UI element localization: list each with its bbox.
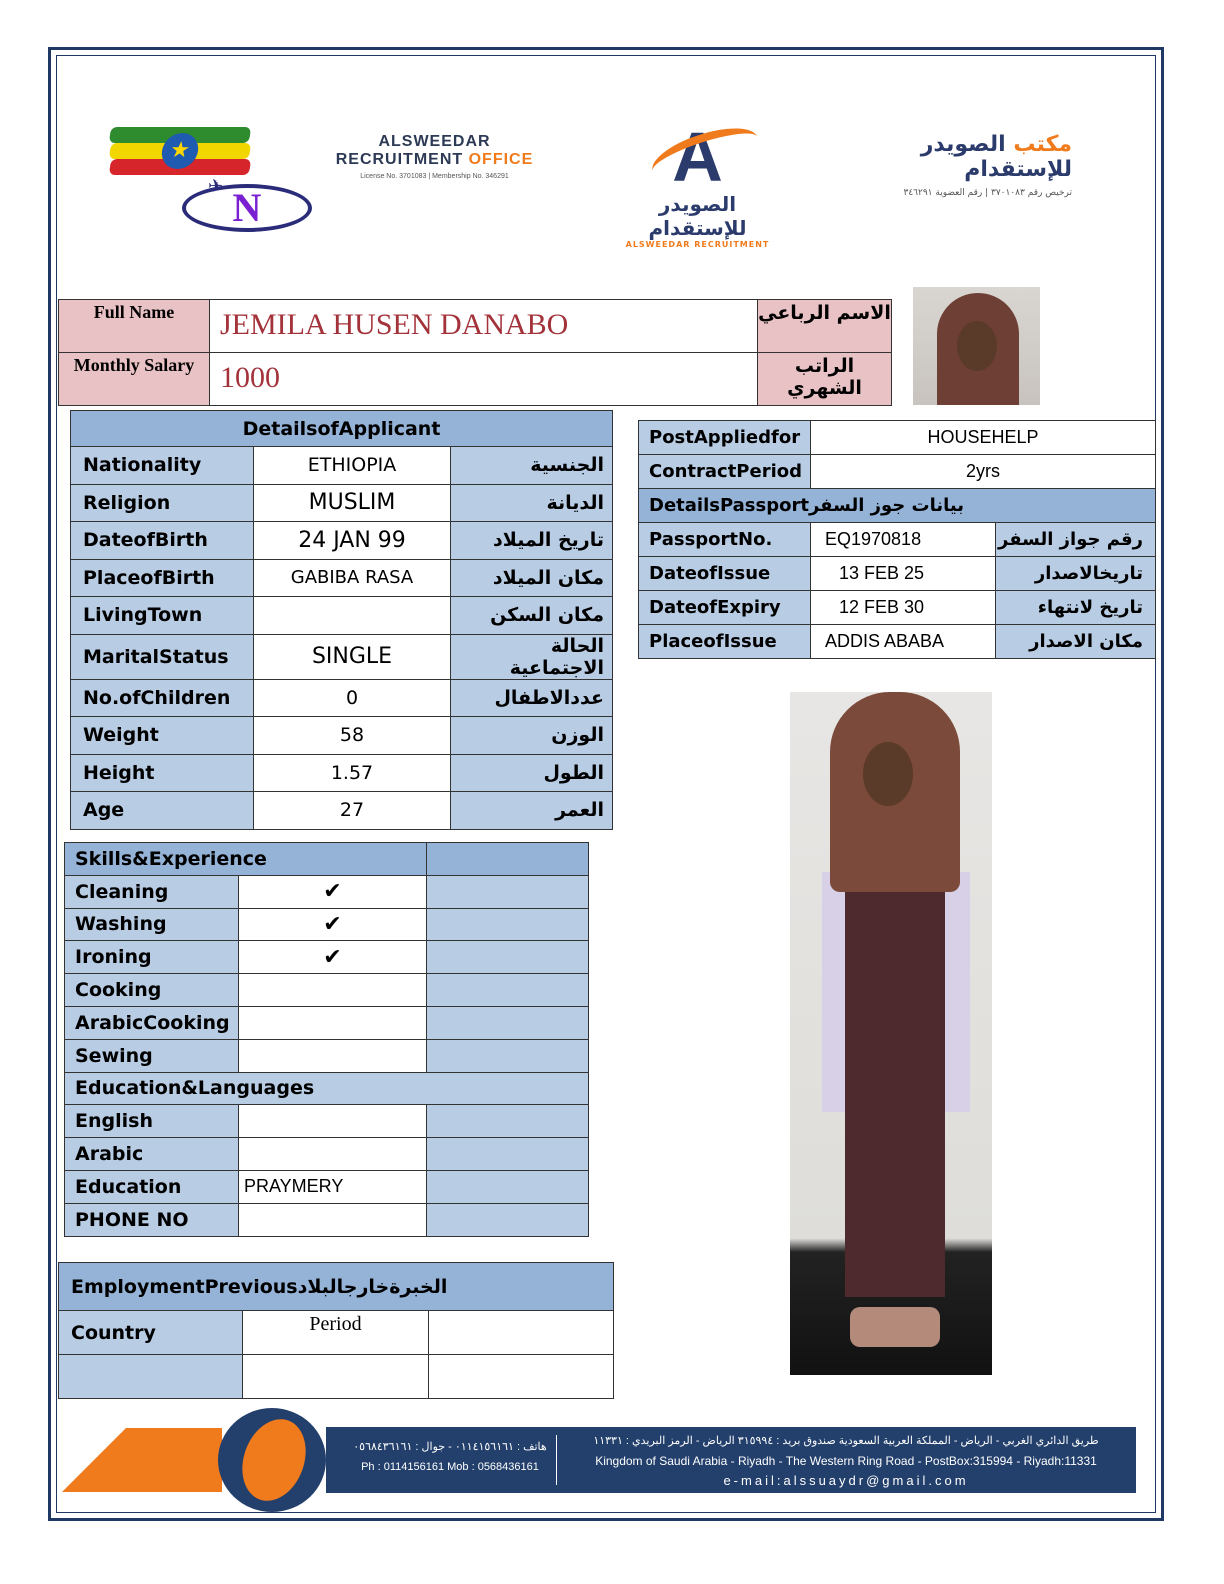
table-cell: مكان السكن (451, 597, 613, 635)
table-cell (427, 1039, 589, 1072)
table-cell: MUSLIM (254, 484, 451, 522)
footer-contact-bar (326, 1427, 1136, 1493)
table-cell (427, 1006, 589, 1039)
table-cell: رقم جواز السفر (996, 523, 1156, 557)
post-applied-label: PostAppliedfor (639, 421, 811, 455)
table-cell: Washing (65, 908, 239, 941)
table-cell: Weight (71, 717, 254, 755)
table-row (65, 908, 589, 941)
table-cell (59, 1355, 243, 1399)
ethiopia-flag-logo: ★ (110, 127, 250, 175)
table-row (65, 1039, 589, 1072)
table-row (59, 1355, 614, 1399)
table-cell: 1.57 (254, 754, 451, 792)
table-row (65, 1006, 589, 1039)
table-cell: English (65, 1105, 239, 1138)
table-cell: Arabic (65, 1138, 239, 1171)
table-cell: مكان الاصدار (996, 625, 1156, 659)
table-cell: Ironing (65, 941, 239, 974)
table-row (65, 1170, 589, 1203)
table-cell: Height (71, 754, 254, 792)
table-row (65, 1203, 589, 1236)
footer-phone-en: Ph : 0114156161 Mob : 0568436161 (361, 1461, 539, 1473)
table-cell: 0 (254, 679, 451, 717)
table-cell: عددالاطفال (451, 679, 613, 717)
table-cell: PassportNo. (639, 523, 811, 557)
alsweedar-a-logo: A الصويدر للإستقدام ALSWEEDAR RECRUITMENT (625, 118, 770, 249)
table-row (71, 447, 613, 485)
check-icon: ✔ (239, 875, 427, 908)
table-cell: ETHIOPIA (254, 447, 451, 485)
passport-details-title: DetailsPassportبيانات جوز السفر (639, 489, 1156, 523)
table-cell: الجنسية (451, 447, 613, 485)
footer-address-ar: طريق الدائري الغربي - الرياض - المملكة العربية السعودية صندوق بريد : ٣١٥٩٩٤ الرياض - الرمز البريدي : ١١٣٣١ (593, 1435, 1099, 1447)
table-cell: 13 FEB 25 (811, 557, 996, 591)
table-row (639, 455, 1156, 489)
table-cell: DateofIssue (639, 557, 811, 591)
table-cell (427, 1170, 589, 1203)
table-row (639, 557, 1156, 591)
table-row (71, 634, 613, 679)
table-cell: 27 (254, 792, 451, 830)
table-cell: DateofBirth (71, 522, 254, 560)
table-cell: ArabicCooking (65, 1006, 239, 1039)
table-cell (427, 875, 589, 908)
country-label: Country (59, 1311, 243, 1355)
table-row (65, 875, 589, 908)
table-cell: 12 FEB 30 (811, 591, 996, 625)
table-row (71, 597, 613, 635)
check-icon: ✔ (239, 908, 427, 941)
salary-label-ar: الراتب الشهري (758, 353, 892, 406)
table-row (65, 1138, 589, 1171)
table-cell: PlaceofIssue (639, 625, 811, 659)
table-cell (429, 1355, 614, 1399)
table-row (71, 679, 613, 717)
skills-title: Skills&Experience (65, 843, 427, 876)
table-row (71, 559, 613, 597)
table-cell: 58 (254, 717, 451, 755)
applicant-details-title: DetailsofApplicant (71, 411, 613, 447)
table-cell: الوزن (451, 717, 613, 755)
table-cell (239, 1039, 427, 1072)
applicant-portrait-photo (913, 287, 1040, 405)
table-cell (254, 597, 451, 635)
table-row (71, 754, 613, 792)
name-salary-table (58, 299, 892, 406)
table-cell (427, 1105, 589, 1138)
table-cell: PRAYMERY (239, 1170, 427, 1203)
table-row (65, 941, 589, 974)
table-cell: GABIBA RASA (254, 559, 451, 597)
table-cell: الطول (451, 754, 613, 792)
table-row (65, 974, 589, 1007)
contract-period-value: 2yrs (811, 455, 1156, 489)
applicant-details-table (70, 410, 613, 830)
footer-phone-ar: هاتف : ٠١١٤١٥٦١٦١ - جوال : ٠٥٦٨٤٣٦١٦١ (353, 1441, 547, 1453)
table-cell: تاريخالاصدار (996, 557, 1156, 591)
table-cell: PHONE NO (65, 1203, 239, 1236)
table-cell: SINGLE (254, 634, 451, 679)
table-cell (427, 974, 589, 1007)
table-cell (239, 1203, 427, 1236)
applicant-full-body-photo (790, 692, 992, 1375)
full-name-value: JEMILA HUSEN DANABO (210, 300, 758, 353)
table-cell (427, 1203, 589, 1236)
table-cell: Education (65, 1170, 239, 1203)
table-cell: PlaceofBirth (71, 559, 254, 597)
skills-experience-table (64, 842, 589, 1237)
table-cell: Sewing (65, 1039, 239, 1072)
table-cell: EQ1970818 (811, 523, 996, 557)
alsweedar-logo-arabic: مكتب الصويدر للإستقدام ترخيص رقم ٣٧٠١٠٨٣ | رقم العضوية ٣٤٦٢٩١ (903, 132, 1072, 198)
full-name-label-ar: الاسم الرباعي (758, 300, 892, 353)
table-cell (427, 1138, 589, 1171)
salary-label: Monthly Salary (59, 353, 210, 406)
passport-details-table (638, 420, 1156, 659)
table-cell: تاريخ لانتهاء (996, 591, 1156, 625)
table-cell: 24 JAN 99 (254, 522, 451, 560)
table-cell: مكان الميلاد (451, 559, 613, 597)
table-row (71, 522, 613, 560)
table-cell (239, 1138, 427, 1171)
table-row (59, 1311, 614, 1355)
table-cell (239, 974, 427, 1007)
table-cell: Age (71, 792, 254, 830)
check-icon: ✔ (239, 941, 427, 974)
full-name-label: Full Name (59, 300, 210, 353)
table-cell: Cleaning (65, 875, 239, 908)
salary-value: 1000 (210, 353, 758, 406)
alsweedar-logo-english: ALSWEEDAR RECRUITMENT OFFICE License No. 3701083 | Membership No. 346291 (335, 133, 534, 180)
contract-period-label: ContractPeriod (639, 455, 811, 489)
post-applied-value: HOUSEHELP (811, 421, 1156, 455)
table-cell (243, 1355, 429, 1399)
table-cell (429, 1311, 614, 1355)
table-cell: MaritalStatus (71, 634, 254, 679)
table-cell: Religion (71, 484, 254, 522)
employment-title: EmploymentPreviousالخبرةخارجالبلاد (59, 1263, 614, 1311)
table-row (639, 523, 1156, 557)
table-cell: DateofExpiry (639, 591, 811, 625)
previous-employment-table (58, 1262, 614, 1399)
table-cell: Nationality (71, 447, 254, 485)
table-cell: الحالة الاجتماعية (451, 634, 613, 679)
table-cell: Cooking (65, 974, 239, 1007)
table-cell: ADDIS ABABA (811, 625, 996, 659)
table-cell (427, 941, 589, 974)
n-travel-logo: N (182, 184, 312, 232)
footer-address-en: Kingdom of Saudi Arabia - Riyadh - The Western Ring Road - PostBox:315994 - Riyadh:11331 (595, 1454, 1097, 1468)
table-cell: No.ofChildren (71, 679, 254, 717)
table-cell: العمر (451, 792, 613, 830)
airplane-icon: ✈ (208, 176, 224, 197)
period-label: Period (243, 1311, 429, 1355)
table-row (639, 421, 1156, 455)
footer-email[interactable]: e-mail:alssuaydr@gmail.com (723, 1473, 969, 1488)
table-cell (239, 1105, 427, 1138)
footer-logo-circle (218, 1408, 326, 1512)
education-title: Education&Languages (65, 1072, 589, 1105)
table-row (71, 717, 613, 755)
table-row (71, 484, 613, 522)
table-cell: تاريخ الميلاد (451, 522, 613, 560)
table-cell: LivingTown (71, 597, 254, 635)
table-row (71, 792, 613, 830)
table-row (639, 591, 1156, 625)
table-cell: الديانة (451, 484, 613, 522)
table-cell (427, 908, 589, 941)
table-cell (239, 1006, 427, 1039)
table-row (639, 625, 1156, 659)
table-row (65, 1105, 589, 1138)
table-cell (427, 843, 589, 876)
